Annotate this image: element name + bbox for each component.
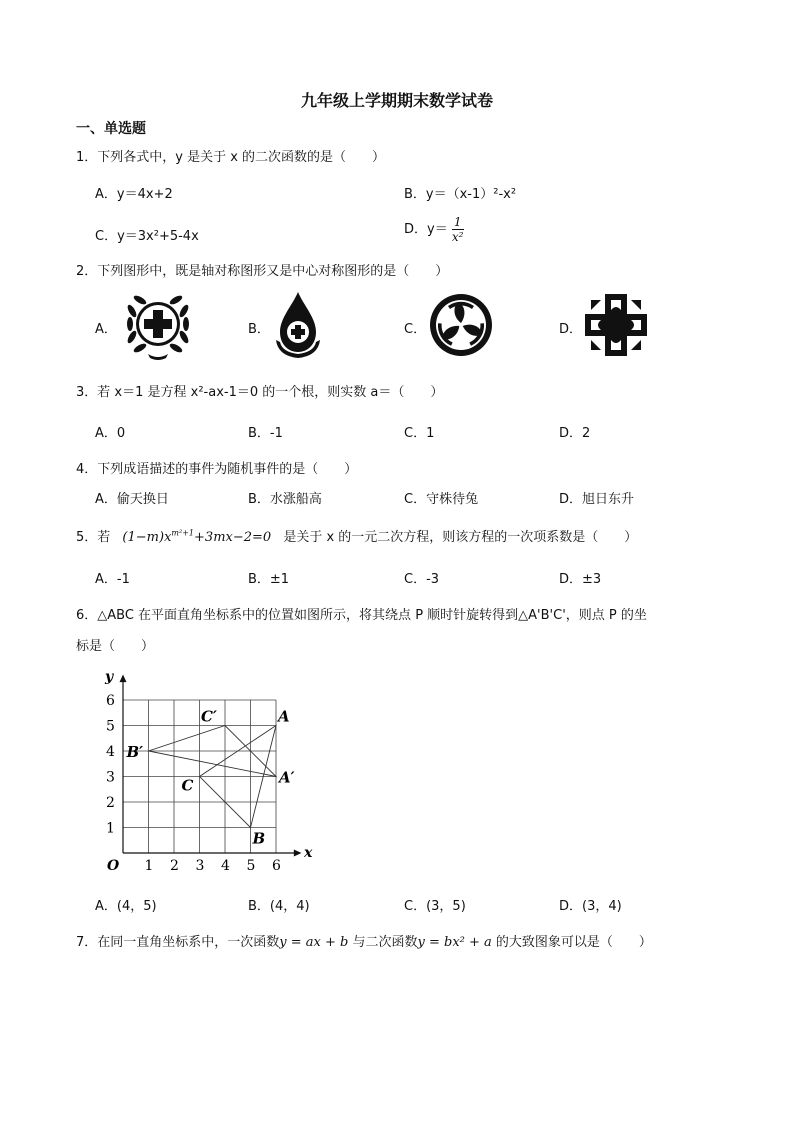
- q1-option-d-fraction: [452, 215, 464, 244]
- q7-middle: 与二次函数: [352, 935, 418, 950]
- y-tick-label: 6: [106, 693, 115, 709]
- q1-option-b: B．y＝（x-1）²-x²: [404, 187, 517, 202]
- q7-suffix: 的大致图象可以是（ ）: [495, 935, 652, 950]
- red-cross-wreath-icon: [122, 290, 194, 360]
- q6-option-c: C．(3，5): [404, 899, 466, 914]
- q6-option-d: D．(3，4): [559, 899, 622, 914]
- point-label-c-prime: C′: [201, 707, 217, 726]
- q5-option-d: D．±3: [559, 572, 602, 587]
- q2-option-a: A．: [95, 322, 117, 337]
- question-6-line-2: 标是（ ）: [76, 639, 155, 654]
- q3-option-c: C．1: [404, 426, 435, 441]
- question-5-stem: [76, 526, 637, 545]
- q1-option-a: A．y＝4x+2: [95, 187, 173, 202]
- q3-option-a: A．0: [95, 426, 126, 441]
- origin-label: O: [107, 858, 120, 874]
- q3-option-d: D．2: [559, 426, 591, 441]
- question-6-line-1: 6．△ABC 在平面直角坐标系中的位置如图所示，将其绕点 P 顺时针旋转得到△A'B'C'，则点 P 的坐: [76, 608, 647, 623]
- q7-quadratic-function: y = bx² + a: [417, 935, 492, 950]
- y-axis-label: y: [105, 668, 114, 685]
- question-7-stem: [76, 931, 652, 950]
- q2-option-c: C．: [404, 322, 427, 337]
- q5-suffix: 是关于 x 的一元二次方程，则该方程的一次项系数是（ ）: [283, 530, 638, 545]
- q2-option-b: B．: [248, 322, 270, 337]
- question-3-stem: 3．若 x＝1 是方程 x²-ax-1＝0 的一个根，则实数 a＝（ ）: [76, 385, 444, 400]
- x-axis-arrow: [294, 850, 302, 857]
- question-4-stem: 4．下列成语描述的事件为随机事件的是（ ）: [76, 462, 358, 477]
- recycle-leaf-icon: [428, 292, 494, 358]
- y-tick-label: 5: [106, 718, 115, 735]
- q1-option-c: C．y＝3x²+5-4x: [95, 229, 199, 244]
- x-tick-label: 1: [144, 858, 154, 874]
- q5-prefix: 5．若: [76, 530, 111, 545]
- x-tick-label: 4: [221, 858, 230, 874]
- x-axis-label: x: [304, 845, 313, 861]
- q7-prefix: 7．在同一直角坐标系中，一次函数: [76, 935, 280, 950]
- q4-option-a: A．偷天换日: [95, 492, 169, 507]
- y-tick-label: 4: [106, 744, 115, 760]
- blood-drop-hand-icon: [272, 290, 324, 360]
- q4-option-d: D．旭日东升: [559, 492, 635, 507]
- question-2-stem: 2．下列图形中，既是轴对称图形又是中心对称图形的是（ ）: [76, 264, 449, 279]
- x-tick-label: 5: [246, 858, 256, 874]
- q6-option-a: A．(4，5): [95, 899, 157, 914]
- fraction-numerator: 1: [453, 215, 462, 229]
- point-label-c: C: [181, 776, 194, 795]
- x-tick-label: 2: [170, 858, 179, 874]
- section-heading: 一、单选题: [76, 121, 146, 137]
- q5-option-c: C．-3: [404, 572, 440, 587]
- hospital-cross-icon: [583, 292, 649, 358]
- point-label-b: B: [252, 829, 266, 848]
- q3-option-b: B．-1: [248, 426, 283, 441]
- y-tick-label: 3: [106, 769, 115, 786]
- q7-linear-function: y = ax + b: [279, 935, 349, 950]
- q5-formula: $(1-m)x^{m^2+1}+3mx-2=0$: [122, 528, 272, 545]
- x-tick-label: 6: [272, 858, 281, 874]
- q5-option-a: A．-1: [95, 572, 130, 587]
- y-axis-arrow: [120, 675, 127, 683]
- question-1-stem: 1．下列各式中，y 是关于 x 的二次函数的是（ ）: [76, 150, 386, 165]
- q4-option-c: C．守株待兔: [404, 492, 479, 507]
- q2-option-d: D．: [559, 322, 583, 337]
- q6-option-b: B．(4，4): [248, 899, 310, 914]
- q5-option-b: B．±1: [248, 572, 290, 587]
- x-tick-label: 3: [195, 858, 205, 874]
- coordinate-grid-figure: [98, 668, 313, 880]
- y-tick-label: 1: [106, 820, 115, 837]
- point-label-b-prime: B′: [126, 743, 144, 761]
- q1-option-d: [404, 215, 464, 244]
- y-tick-label: 2: [106, 795, 115, 811]
- q1-option-d-prefix: D．y＝: [404, 222, 448, 237]
- page-title: 九年级上学期期末数学试卷: [300, 91, 493, 110]
- q4-option-b: B．水涨船高: [248, 492, 322, 507]
- point-label-a: A: [278, 707, 290, 726]
- point-label-a-prime: A′: [279, 768, 295, 787]
- fraction-denominator: x²: [451, 230, 464, 244]
